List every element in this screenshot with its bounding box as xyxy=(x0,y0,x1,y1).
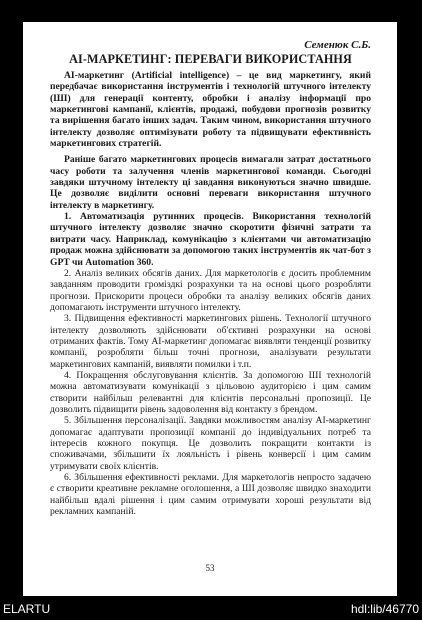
footer-handle-link[interactable]: hdl:lib/46770 xyxy=(350,602,419,616)
article-title: АІ-МАРКЕТИНГ: ПЕРЕВАГИ ВИКОРИСТАННЯ xyxy=(69,52,352,66)
paragraph-efficiency: 3. Підвищення ефективності маркетингових рішень. Технології штучного інтелекту дозволяють здійснювати об'єктивні розрахунки на основі отриманих фактів. Тому АІ-маркетинг допомагає виявляти тенденції розвитку компанії, розробляти більш точні прогнози, аналізувати результати маркетингових кампаній, виявляти помилки і т.п. xyxy=(50,313,371,370)
footer-bar xyxy=(0,598,422,620)
paragraph-customer-service: 4. Покращення обслуговування клієнтів. За допомогою ШІ технологій можна автоматизувати комунікації з цільовою аудиторією і цим самим створити найбільш релевантні для клієнтів персональні пропозиції. Це дозволить підвищити рівень задоволення від контакту з брендом. xyxy=(50,369,371,415)
paragraph-data-analysis: 2. Аналіз великих обсягів даних. Для маркетологів є досить проблемним завданням проводити громіздкі розрахунки та на основі цього розробляти прогнози. Прискорити процеси обробки та аналізу великих обсягів даних допомагають інструменти штучного інтелекту. xyxy=(50,267,371,313)
paragraph-personalization: 5. Збільшення персоналізації. Завдяки можливостям аналізу АІ-маркетинг допомагає адаптувати пропозиції компанії до індивідуальних потреб та інтересів кожного покупця. Це дозволить покращити контакти із споживачами, збільшити їх лояльність і рівень конверсії і цим самим утримувати своїх клієнтів. xyxy=(50,415,371,472)
paragraph-intro: АІ-маркетинг (Artificial intelligence) – це вид маркетингу, який передбачає використання інструментів і технологій штучного інтелекту (ШІ) для генерації контенту, обробки і аналізу інформації про маркетингові кампанії, клієнтів, продажі, побудови прогнозів розвитку та вирішення багато інших задач. Таким чином, використання штучного інтелекту дозволяє оптимізувати роботу та підвищувати ефективність маркетингових стратегій. xyxy=(50,70,371,150)
paragraph-automation: 1. Автоматизація рутинних процесів. Використання технологій штучного інтелекту дозволяє значно скоротити фізичні затрати та витрати часу. Наприклад, комунікацію з клієнтами чи автоматизацію продаж можна здійснювати за допомогою таких інструментів як чат-бот з GPT чи Automation 360. xyxy=(50,211,371,268)
footer-repository-name: ELARTU xyxy=(3,602,51,616)
paragraph-overview: Раніше багато маркетингових процесів вимагали затрат достатнього часу роботи та залучення членів маркетингової команди. Сьогодні завдяки штучному інтелекту ці завдання виконуються значно швидше. Це дозволяє виділити основні переваги використання штучного інтелекту в маркетингу. xyxy=(50,154,371,211)
page-number: 53 xyxy=(205,563,215,573)
paragraph-advertising: 6. Збільшення ефективності реклами. Для маркетологів непросто задачею є створити креативне рекламне оголошення, а ШІ дозволяє швидко знаходити найбільш вдалі рішення і цим самим отримувати хороші результати від рекламних кампаній. xyxy=(50,472,371,518)
author-name: Семенюк С.Б. xyxy=(304,39,371,51)
document-page xyxy=(23,22,397,596)
